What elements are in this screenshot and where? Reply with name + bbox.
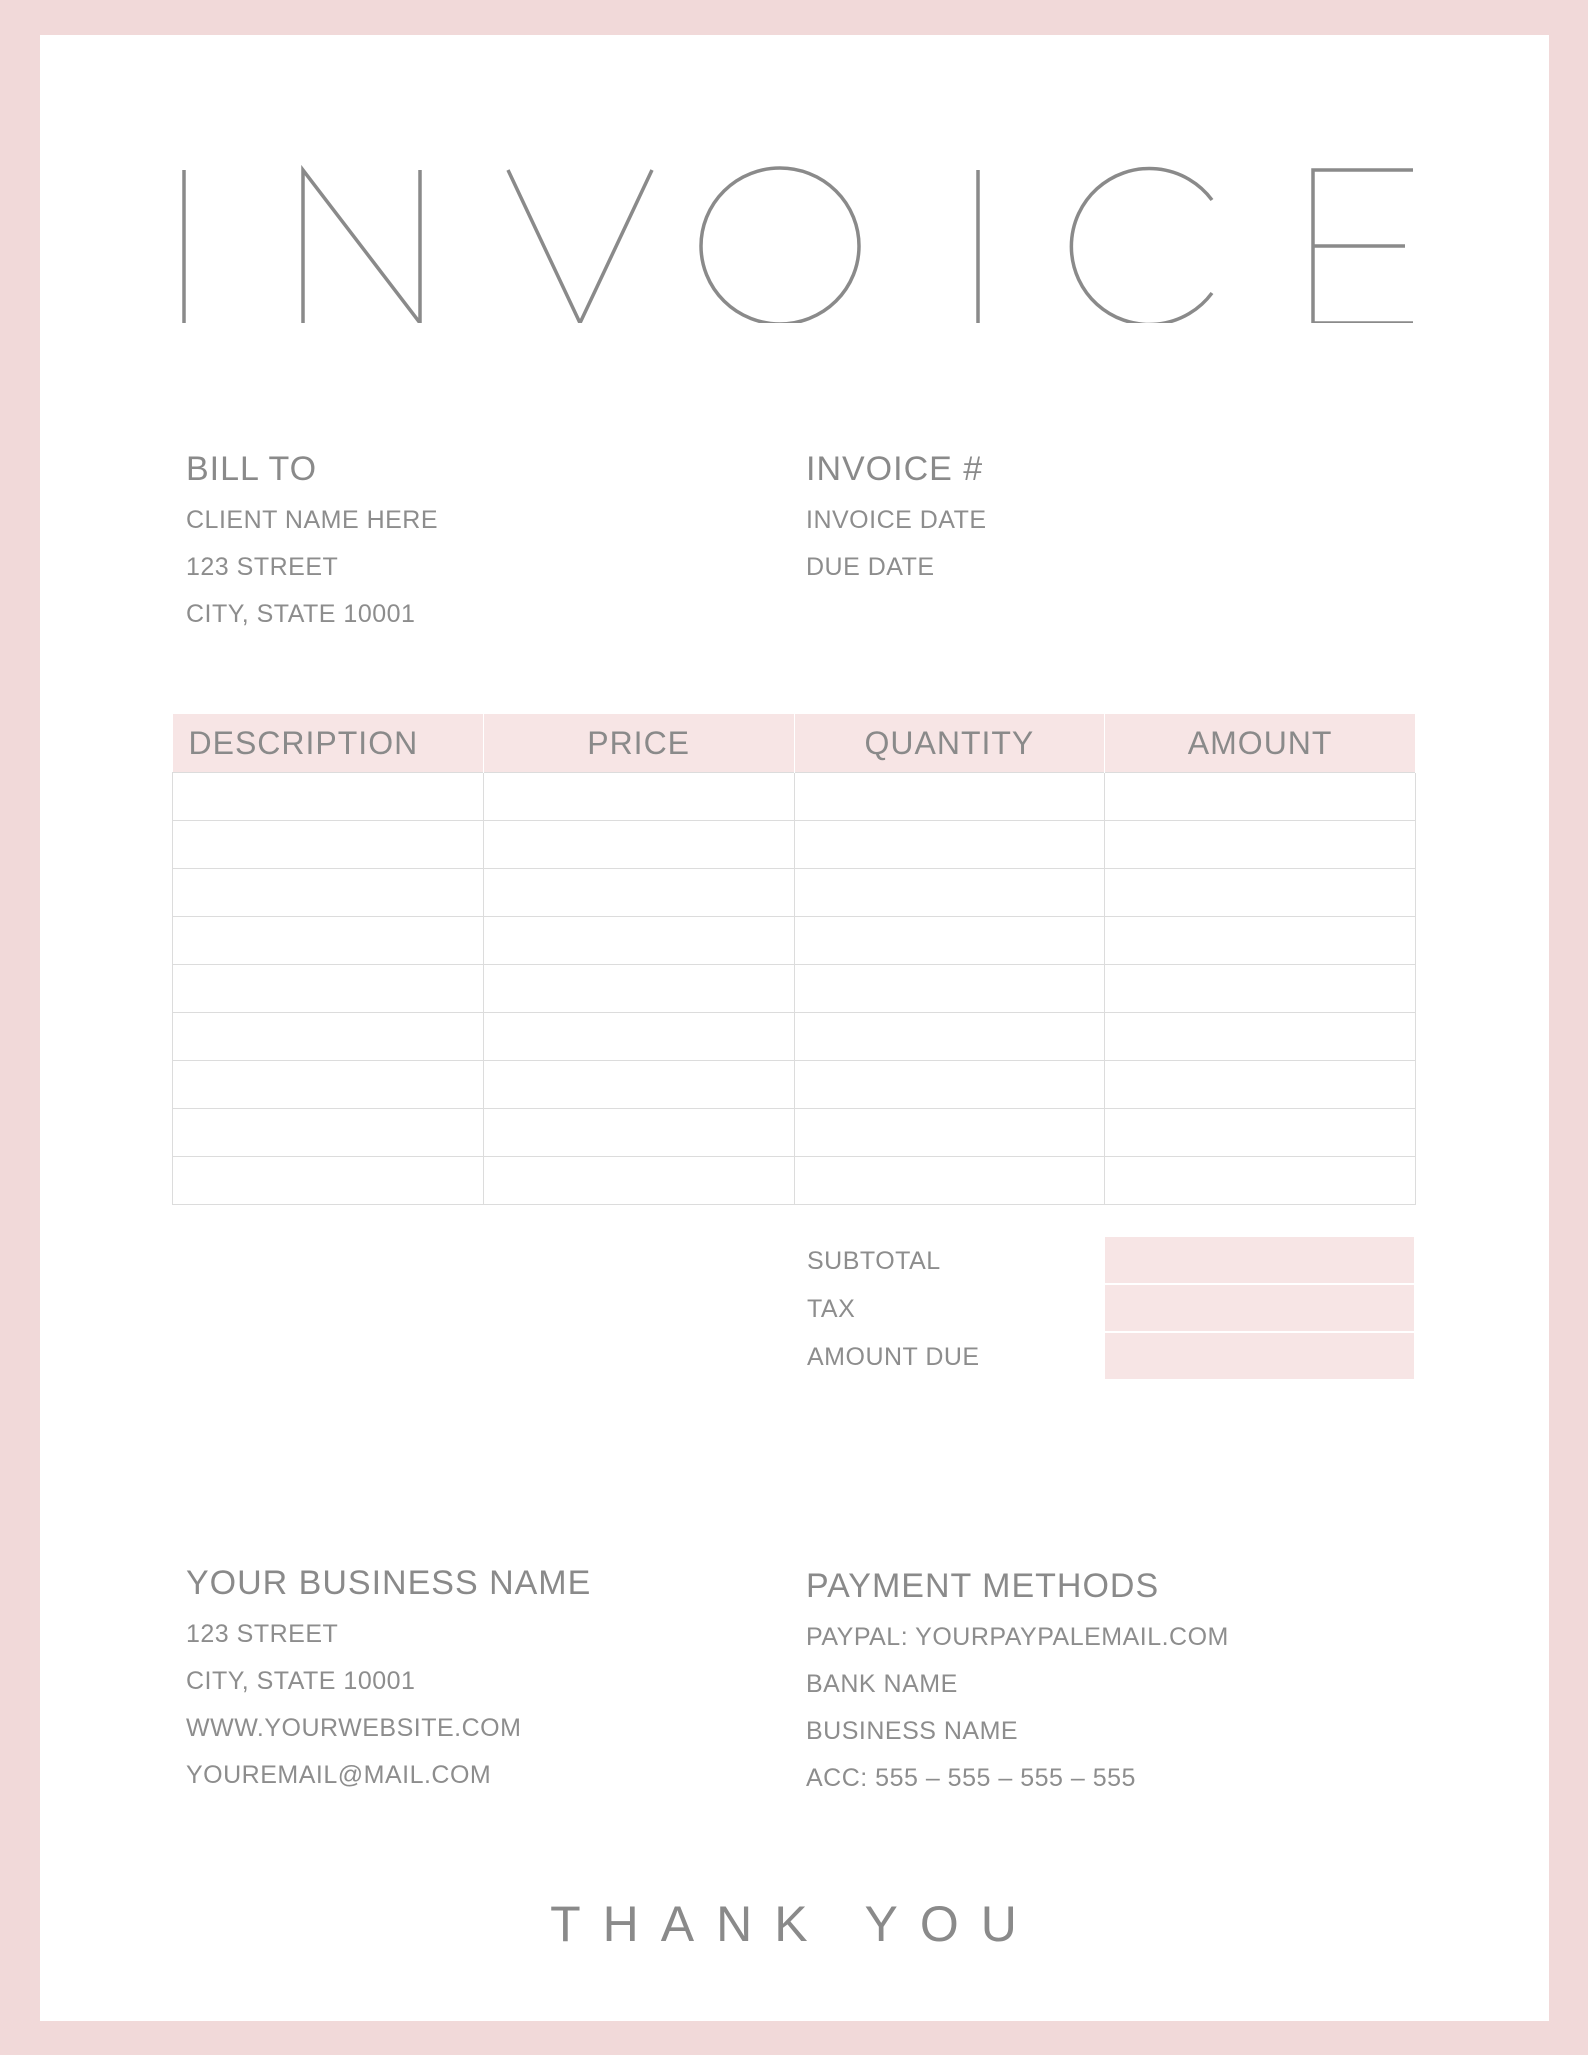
business-name-line: BUSINESS NAME: [806, 1717, 1019, 1745]
amount-cell[interactable]: [1105, 821, 1416, 869]
business-city: CITY, STATE 10001: [186, 1667, 416, 1695]
quantity-cell[interactable]: [794, 917, 1105, 965]
table-row: [173, 1157, 1416, 1205]
title-letter-c: [1071, 169, 1212, 324]
tax-value[interactable]: [1105, 1285, 1414, 1331]
subtotal-value[interactable]: [1105, 1237, 1414, 1283]
table-row: [173, 1061, 1416, 1109]
table-row: [173, 773, 1416, 821]
business-section: [186, 1562, 591, 1799]
column-header-amount: AMOUNT: [1105, 714, 1416, 773]
subtotal-label: SUBTOTAL: [807, 1246, 941, 1275]
payment-methods-section: [806, 1565, 1229, 1802]
business-name-heading: YOUR BUSINESS NAME: [186, 1564, 592, 1602]
amount-cell[interactable]: [1105, 1013, 1416, 1061]
description-cell[interactable]: [173, 965, 484, 1013]
description-cell[interactable]: [173, 1013, 484, 1061]
amount-cell[interactable]: [1105, 1061, 1416, 1109]
column-header-quantity: QUANTITY: [794, 714, 1105, 773]
bank-name-line: BANK NAME: [806, 1670, 958, 1698]
totals-section: [807, 1237, 1414, 1381]
invoice-title-lettering: [40, 153, 1549, 323]
paypal-line: PAYPAL: YOURPAYPALEMAIL.COM: [806, 1623, 1229, 1651]
description-cell[interactable]: [173, 917, 484, 965]
quantity-cell[interactable]: [794, 965, 1105, 1013]
description-cell[interactable]: [173, 1109, 484, 1157]
business-website: WWW.YOURWEBSITE.COM: [186, 1714, 522, 1742]
quantity-cell[interactable]: [794, 1157, 1105, 1205]
price-cell[interactable]: [483, 1013, 794, 1061]
table-row: [173, 965, 1416, 1013]
description-cell[interactable]: [173, 773, 484, 821]
subtotal-row: [807, 1237, 1414, 1285]
quantity-cell[interactable]: [794, 1013, 1105, 1061]
title-letter-v: [508, 170, 652, 323]
amount-due-label: AMOUNT DUE: [807, 1342, 980, 1371]
invoice-date-label: INVOICE DATE: [806, 506, 987, 534]
table-row: [173, 821, 1416, 869]
account-number-line: ACC: 555 – 555 – 555 – 555: [806, 1764, 1136, 1792]
quantity-cell[interactable]: [794, 869, 1105, 917]
line-items-table: [172, 714, 1416, 1205]
bill-to-section: [186, 448, 438, 638]
table-header-row: [173, 714, 1416, 773]
amount-due-value[interactable]: [1105, 1333, 1414, 1379]
price-cell[interactable]: [483, 821, 794, 869]
price-cell[interactable]: [483, 1109, 794, 1157]
amount-cell[interactable]: [1105, 1157, 1416, 1205]
table-row: [173, 917, 1416, 965]
price-cell[interactable]: [483, 773, 794, 821]
tax-label: TAX: [807, 1294, 856, 1323]
invoice-page: [40, 35, 1549, 2021]
table-row: [173, 1109, 1416, 1157]
price-cell[interactable]: [483, 1157, 794, 1205]
column-header-description: DESCRIPTION: [173, 714, 484, 773]
description-cell[interactable]: [173, 869, 484, 917]
title-letter-o: [701, 168, 859, 323]
amount-due-row: [807, 1333, 1414, 1381]
quantity-cell[interactable]: [794, 1061, 1105, 1109]
description-cell[interactable]: [173, 821, 484, 869]
client-city: CITY, STATE 10001: [186, 600, 416, 628]
client-name: CLIENT NAME HERE: [186, 506, 439, 534]
price-cell[interactable]: [483, 917, 794, 965]
title-letter-n: [303, 170, 420, 323]
description-cell[interactable]: [173, 1157, 484, 1205]
price-cell[interactable]: [483, 1061, 794, 1109]
amount-cell[interactable]: [1105, 869, 1416, 917]
price-cell[interactable]: [483, 965, 794, 1013]
quantity-cell[interactable]: [794, 773, 1105, 821]
business-street: 123 STREET: [186, 1620, 339, 1648]
business-email: YOUREMAIL@MAIL.COM: [186, 1761, 492, 1789]
amount-cell[interactable]: [1105, 773, 1416, 821]
client-street: 123 STREET: [186, 553, 339, 581]
description-cell[interactable]: [173, 1061, 484, 1109]
amount-cell[interactable]: [1105, 917, 1416, 965]
bill-to-heading: BILL TO: [186, 450, 318, 488]
payment-methods-heading: PAYMENT METHODS: [806, 1567, 1160, 1605]
quantity-cell[interactable]: [794, 1109, 1105, 1157]
thank-you-footer: THANK YOU: [550, 1896, 1039, 1952]
price-cell[interactable]: [483, 869, 794, 917]
table-row: [173, 1013, 1416, 1061]
column-header-price: PRICE: [483, 714, 794, 773]
table-row: [173, 869, 1416, 917]
quantity-cell[interactable]: [794, 821, 1105, 869]
amount-cell[interactable]: [1105, 1109, 1416, 1157]
invoice-title: [40, 153, 1549, 323]
invoice-number-heading: INVOICE #: [806, 450, 984, 488]
tax-row: [807, 1285, 1414, 1333]
amount-cell[interactable]: [1105, 965, 1416, 1013]
invoice-info-section: [806, 448, 987, 591]
due-date-label: DUE DATE: [806, 553, 935, 581]
